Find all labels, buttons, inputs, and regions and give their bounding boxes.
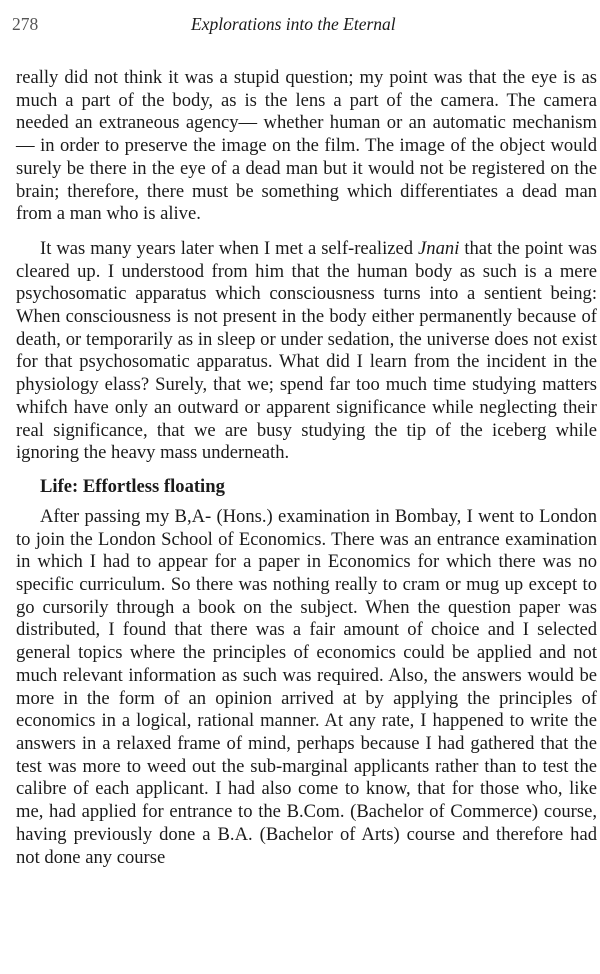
section-heading: Life: Effortless floating	[40, 475, 225, 497]
paragraph-jnani	[16, 238, 597, 465]
paragraph-text-before: It was many years later when I met a self-realized	[40, 237, 419, 259]
running-title: Explorations into the Eternal	[191, 14, 396, 34]
emphasis-jnani: Jnani	[418, 237, 460, 259]
running-header	[12, 14, 595, 38]
paragraph-text-after: that the point was cleared up. I understood from him that the human body as such is a mere psychosomatic apparatus which consciousness turns into a sentient being: When consciousness is not present in the body either permanently because of death, or temporarily as in sleep or under sedation, the universe does not exist for that psychosomatic apparatus. What did I learn from the incident in the physiology elass? Surely, that we; spend far too much time studying matters whifch have only an outward or apparent significance while neglecting their real significance, that we are busy studying the tip of the iceberg while ignoring the heavy mass underneath.	[16, 237, 597, 464]
page-number: 278	[12, 14, 39, 34]
paragraph-london	[16, 506, 597, 869]
paragraph-text: After passing my B,A- (Hons.) examination in Bombay, I went to London to join the London School of Economics. There was an entrance examination in which I had to appear for a paper in Economics for which there was no specific curriculum. So there was nothing really to cram or mug up except to go cursorily through a book on the subject. When the question paper was distributed, I found that there was a fair amount of choice and I selected general topics where the principles of economics could be applied and not much relevant information as such was required. Also, the answers would be more in the form of an opinion arrived at by applying the principles of economics in a logical, rational manner. At any rate, I happened to write the answers in a relaxed frame of mind, perhaps because I had gathered that the test was more to weed out the sub-marginal applicants rather than to test the calibre of each applicant. I had also come to know, that for those who, like me, had applied for entrance to the B.Com. (Bachelor of Commerce) course, having previously done a B.A. (Bachelor of Arts) course and therefore had not done any course	[16, 505, 597, 868]
body-text	[16, 67, 597, 869]
paragraph-continuation	[16, 67, 597, 226]
paragraph-text: really did not think it was a stupid question; my point was that the eye is as much a part of the body, as is the lens a part of the camera. The camera needed an extraneous agency— whether human or an automatic mechanism— in order to preserve the image on the film. The image of the object would surely be there in the eye of a dead man but it would not be registered on the brain; therefore, there must be something which differentiates a dead man from a man who is alive.	[16, 67, 597, 225]
book-page	[12, 0, 595, 974]
